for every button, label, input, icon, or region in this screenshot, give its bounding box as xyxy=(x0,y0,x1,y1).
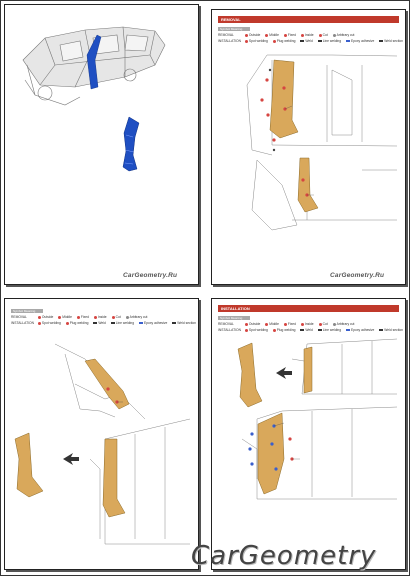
legend-item: Weld xyxy=(93,321,105,325)
page-2 xyxy=(211,9,406,285)
installation-diagram xyxy=(5,299,198,569)
a-pillar-new-part xyxy=(238,343,262,407)
install-arrow xyxy=(63,453,79,465)
legend-item: Weld section xyxy=(379,39,403,43)
section-header-installation: INSTALLATION xyxy=(218,305,399,312)
legend-item: Line welding xyxy=(318,328,341,332)
legend-removal-label: REMOVAL xyxy=(218,33,234,37)
legend-item: Cut xyxy=(112,315,121,319)
legend-item: Middle xyxy=(265,33,279,37)
symbol-meaning-badge: Symbol Meaning xyxy=(218,316,250,320)
removal-diagram xyxy=(212,10,405,284)
a-pillar-part-tan xyxy=(85,359,129,409)
legend-installation-label: INSTALLATION xyxy=(218,328,241,332)
symbol-meaning-badge: Symbol Meaning xyxy=(218,27,250,31)
car-body-illustration xyxy=(5,5,198,284)
legend-removal-label: REMOVAL xyxy=(11,315,27,319)
legend-item: Weld section xyxy=(172,321,196,325)
legend-installation-label: INSTALLATION xyxy=(218,39,241,43)
symbol-meaning-badge: Symbol Meaning xyxy=(11,309,43,313)
section-header-removal: REMOVAL xyxy=(218,16,399,23)
legend-item: Outside xyxy=(245,33,260,37)
legend-installation-label: INSTALLATION xyxy=(11,321,34,325)
legend-item: Spot welding xyxy=(245,328,268,332)
legend-removal-label: REMOVAL xyxy=(218,322,234,326)
legend-item: Plug welding xyxy=(273,39,296,43)
legend-item: Inside xyxy=(94,315,107,319)
legend-item: Cut xyxy=(319,322,328,326)
footer-watermark: CarGeometry xyxy=(191,541,377,571)
legend-item: Spot welding xyxy=(245,39,268,43)
legend-item: Epoxy adhesive xyxy=(139,321,167,325)
install-arrow xyxy=(276,367,292,379)
legend-item: Arbitrary cut xyxy=(126,315,148,319)
a-pillar-new-part xyxy=(15,433,43,497)
legend-item: Fixed xyxy=(77,315,89,319)
legend-item: Cut xyxy=(319,33,328,37)
legend-item: Arbitrary cut xyxy=(333,322,355,326)
legend-item: Plug welding xyxy=(273,328,296,332)
legend-item: Plug welding xyxy=(66,321,89,325)
legend-item: Outside xyxy=(38,315,53,319)
installation-diagram xyxy=(212,299,405,569)
page-3 xyxy=(4,298,199,570)
a-pillar-part-tan-installed xyxy=(258,413,284,494)
legend-item: Epoxy adhesive xyxy=(346,39,374,43)
legend-item: Outside xyxy=(245,322,260,326)
legend-item: Middle xyxy=(58,315,72,319)
page-watermark: CarGeometry.Ru xyxy=(330,272,385,279)
legend-item: Weld xyxy=(300,328,312,332)
page-watermark: CarGeometry.Ru xyxy=(123,272,178,279)
legend-item: Fixed xyxy=(284,322,296,326)
legend-item: Inside xyxy=(301,322,314,326)
legend-item: Epoxy adhesive xyxy=(346,328,374,332)
legend-item: Weld xyxy=(300,39,312,43)
a-pillar-part-tan-installed xyxy=(103,439,125,517)
legend-item: Inside xyxy=(301,33,314,37)
legend-item: Fixed xyxy=(284,33,296,37)
legend-item: Line welding xyxy=(318,39,341,43)
page-4 xyxy=(211,298,406,570)
legend-item: Line welding xyxy=(111,321,134,325)
page-1 xyxy=(4,4,199,285)
legend-item: Spot welding xyxy=(38,321,61,325)
legend-item: Weld section xyxy=(379,328,403,332)
legend-item: Arbitrary cut xyxy=(333,33,355,37)
legend-item: Middle xyxy=(265,322,279,326)
a-pillar-part-tan-detail xyxy=(298,158,318,212)
a-pillar-part-tan xyxy=(270,60,298,138)
a-pillar-part-tan-installed xyxy=(304,347,312,393)
